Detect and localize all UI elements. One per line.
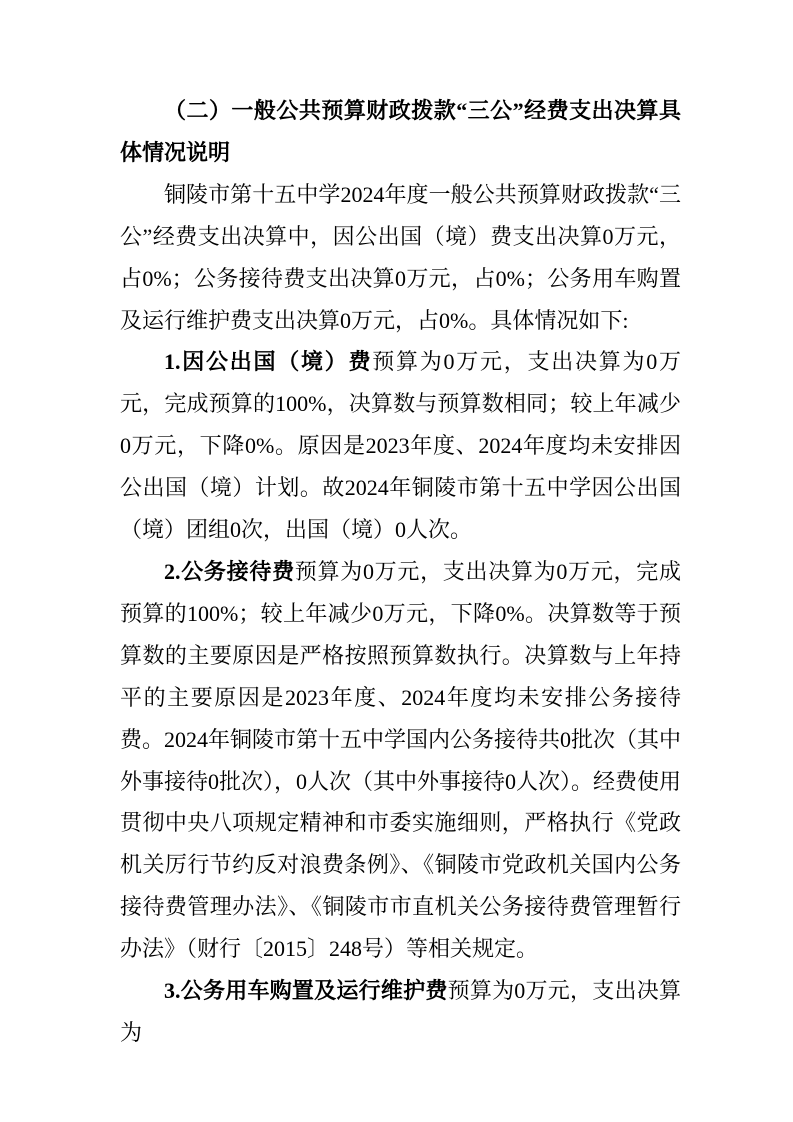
- paragraph-item-2-text: 预算为0万元，支出决算为0万元，完成预算的100%；较上年减少0万元，下降0%。决算数等于预算数的主要原因是严格按照预算数执行。决算数与上年持平的主要原因是2023年度、2024年度均未安排公务接待费。2024年铜陵市第十五中学国内公务接待共0批次（其中外事接待0批次），0人次（其中外事接待0人次）。经费使用贯彻中央八项规定精神和市委实施细则，严格执行《党政机关厉行节约反对浪费条例》、《铜陵市党政机关国内公务接待费管理办法》、《铜陵市市直机关公务接待费管理暂行办法》（财行〔2015〕248号）等相关规定。: [120, 558, 682, 962]
- intro-paragraph: [120, 174, 681, 342]
- paragraph-item-3: [120, 970, 681, 1054]
- intro-paragraph-text: 铜陵市第十五中学2024年度一般公共预算财政拨款“三公”经费支出决算中，因公出国（境）费支出决算0万元，占0%；公务接待费支出决算0万元，占0%；公务用车购置及运行维护费支出决算0万元，占0%。具体情况如下:: [120, 181, 681, 333]
- paragraph-item-1-lead: 1.因公出国（境）费: [164, 349, 373, 375]
- section-heading: （二）一般公共预算财政拨款“三公”经费支出决算具体情况说明: [120, 98, 681, 165]
- paragraph-item-2-lead: 2.公务接待费: [164, 558, 295, 584]
- document-body: [120, 90, 681, 1054]
- paragraph-item-3-text: 预算为0万元，支出决算为: [120, 978, 681, 1045]
- paragraph-item-1-text: 预算为0万元，支出决算为0万元，完成预算的100%，决算数与预算数相同；较上年减少0万元，下降0%。原因是2023年度、2024年度均未安排因公出国（境）计划。故2024年铜陵市第十五中学因公出国（境）团组0次，出国（境）0人次。: [120, 349, 681, 543]
- paragraph-item-3-lead: 3.公务用车购置及运行维护费: [164, 978, 448, 1004]
- paragraph-item-1: [120, 341, 681, 551]
- paragraph-item-2: [120, 551, 681, 970]
